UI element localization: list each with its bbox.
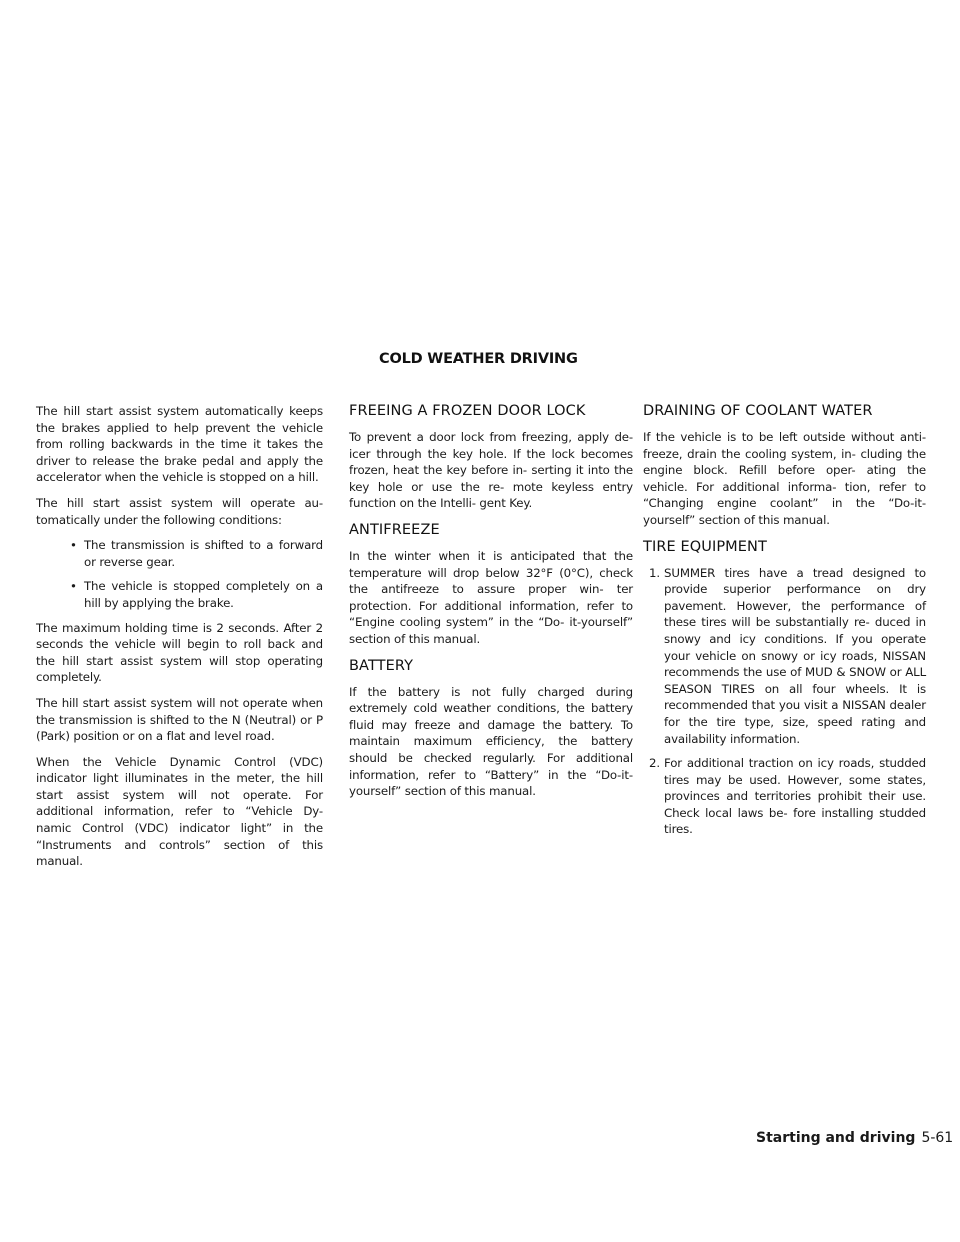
chapter-name: Starting and driving bbox=[756, 1130, 916, 1146]
tire-list bbox=[643, 565, 926, 839]
list-text: SUMMER tires have a tread designed to provide superior performance on dry pavement. However, the performance of these tires will be substantially re- duced in snowy and icy conditions. If you operate your vehicle on snowy or icy roads, NISSAN recommends the use of MUD & SNOW or ALL SEASON TIRES on all four wheels. It is recommended that you visit a NISSAN dealer for the tire type, size, speed rating and availability information. bbox=[664, 565, 926, 746]
heading-frozen-door-lock: FREEING A FROZEN DOOR LOCK bbox=[349, 403, 586, 419]
list-item: • The vehicle is stopped completely on a hill by applying the brake. bbox=[36, 578, 323, 611]
paragraph: In the winter when it is anticipated that the temperature will drop below 32°F (0°C), check the antifreeze to assure proper win- ter protection. For additional information, refer to “Engine cooling system” in the “Do- it-yourself” section of this manual. bbox=[349, 548, 633, 646]
list-item bbox=[643, 755, 926, 838]
column-left bbox=[36, 403, 323, 879]
section-title: COLD WEATHER DRIVING bbox=[379, 351, 578, 367]
paragraph: If the battery is not fully charged during extremely cold weather conditions, the battery fluid may freeze and damage the battery. To maintain maximum efficiency, the battery should be checked regularly. For additional information, refer to “Battery” in the “Do-it-yourself” section of this manual. bbox=[349, 684, 633, 799]
heading-battery: BATTERY bbox=[349, 657, 414, 674]
heading-antifreeze: ANTIFREEZE bbox=[349, 521, 440, 538]
heading-tire-equipment: TIRE EQUIPMENT bbox=[643, 538, 767, 555]
paragraph: The maximum holding time is 2 seconds. After 2 seconds the vehicle will begin to roll back and the hill start assist system will stop operating completely. bbox=[36, 620, 323, 685]
column-middle bbox=[349, 401, 633, 808]
paragraph: The hill start assist system will not operate when the transmission is shifted to the N (Neutral) or P (Park) position or on a flat and level road. bbox=[36, 695, 323, 744]
paragraph: The hill start assist system automatically keeps the brakes applied to help prevent the vehicle from rolling backwards in the time it takes the driver to release the brake pedal and apply the accelerator when the vehicle is stopped on a hill. bbox=[36, 404, 323, 485]
paragraph: To prevent a door lock from freezing, apply de-icer through the key hole. If the lock becomes frozen, heat the key before in- serting it into the key hole or use the re- mote keyless entry function on the Intelli- gent Key. bbox=[349, 430, 633, 511]
paragraph: When the Vehicle Dynamic Control (VDC) indicator light illuminates in the meter, the hill start assist system will not operate. For additional information, refer to “Vehicle Dy- namic Control (VDC) indicator light” in the “Instruments and controls” section of this manual. bbox=[36, 754, 323, 869]
paragraph: If the vehicle is to be left outside without anti-freeze, drain the cooling system, in- cluding the engine block. Refill before oper- ating the vehicle. For additional informa- tion, refer to “Changing engine coolant” in the “Do-it-yourself” section of this manual. bbox=[643, 430, 926, 527]
paragraph: The hill start assist system will operate au- tomatically under the following conditions: bbox=[36, 495, 323, 527]
list-item: • The transmission is shifted to a forward or reverse gear. bbox=[36, 537, 323, 570]
page-footer bbox=[756, 1130, 953, 1146]
list-text: For additional traction on icy roads, studded tires may be used. However, some states, provinces and territories prohibit their use. Check local laws be- fore installing studded tires. bbox=[664, 756, 926, 837]
column-right bbox=[643, 401, 926, 846]
page-number: 5-61 bbox=[921, 1130, 954, 1146]
list-item bbox=[643, 565, 926, 748]
condition-list bbox=[36, 537, 323, 611]
list-number: 1. bbox=[649, 565, 660, 580]
list-number: 2. bbox=[649, 756, 660, 771]
heading-coolant-water: DRAINING OF COOLANT WATER bbox=[643, 403, 873, 419]
